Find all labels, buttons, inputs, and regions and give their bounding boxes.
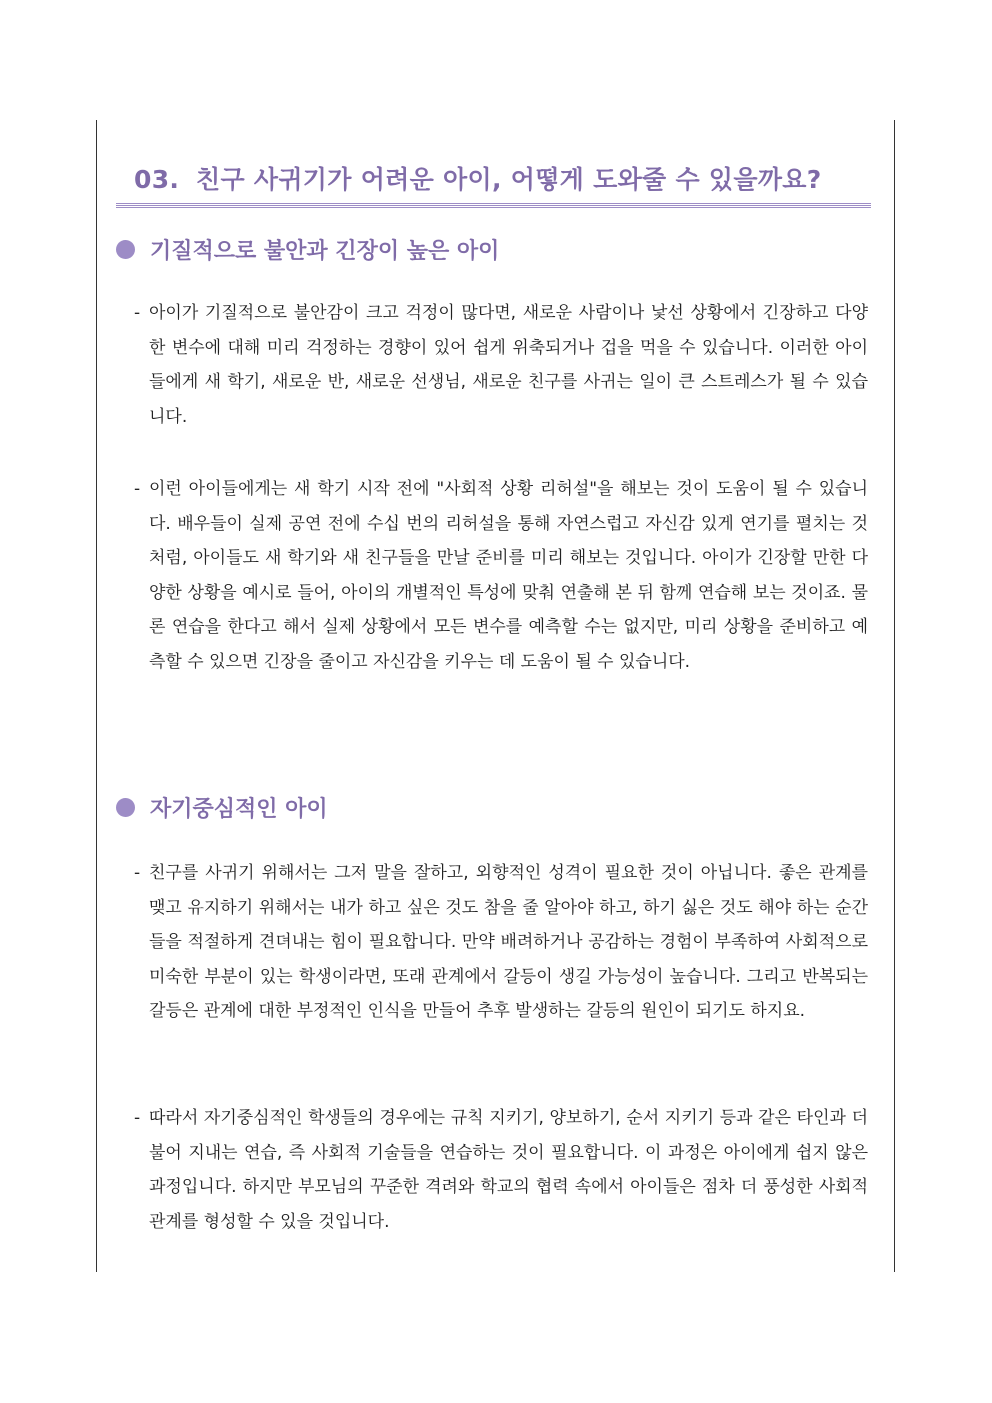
paragraph — [134, 472, 868, 680]
paragraph-text: 아이가 기질적으로 불안감이 크고 걱정이 많다면, 새로운 사람이나 낯선 상황에서 긴장하고 다양한 변수에 대해 미리 걱정하는 경향이 있어 쉽게 위축되거나 겁을 먹을 수 있습니다. 이러한 아이들에게 새 학기, 새로운 반, 새로운 선생님, 새로운 친구를 사귀는 일이 큰 스트레스가 될 수 있습니다. — [149, 303, 868, 427]
paragraph — [134, 1101, 868, 1239]
section-heading-text: 기질적으로 불안과 긴장이 높은 아이 — [150, 238, 500, 264]
dash-marker: - — [134, 1108, 141, 1128]
title-text: 친구 사귀기가 어려운 아이, 어떻게 도와줄 수 있을까요? — [196, 165, 822, 194]
title-number: 03. — [134, 165, 180, 194]
paragraph-text: 이런 아이들에게는 새 학기 시작 전에 "사회적 상황 리허설"을 해보는 것이 도움이 될 수 있습니다. 배우들이 실제 공연 전에 수십 번의 리허설을 통해 자연스럽고 자신감 있게 연기를 펼치는 것처럼, 아이들도 새 학기와 새 친구들을 만날 준비를 미리 해보는 것입니다. 아이가 긴장할 만한 다양한 상황을 예시로 들어, 아이의 개별적인 특성에 맞춰 연출해 본 뒤 함께 연습해 보는 것이죠. 물론 연습을 한다고 해서 실제 상황에서 모든 변수를 예측할 수는 없지만, 미리 상황을 준비하고 예측할 수 있으면 긴장을 줄이고 자신감을 키우는 데 도움이 될 수 있습니다. — [149, 479, 868, 672]
section-heading-anxious — [116, 232, 499, 266]
dash-marker: - — [134, 303, 141, 323]
dash-marker: - — [134, 863, 141, 883]
paragraph-text: 친구를 사귀기 위해서는 그저 말을 잘하고, 외향적인 성격이 필요한 것이 아닙니다. 좋은 관계를 맺고 유지하기 위해서는 내가 하고 싶은 것도 참을 줄 알아야 하고, 하기 싫은 것도 해야 하는 순간들을 적절하게 견뎌내는 힘이 필요합니다. 만약 배려하거나 공감하는 경험이 부족하여 사회적으로 미숙한 부분이 있는 학생이라면, 또래 관계에서 갈등이 생길 가능성이 높습니다. 그리고 반복되는 갈등은 관계에 대한 부정적인 인식을 만들어 추후 발생하는 갈등의 원인이 되기도 하지요. — [149, 863, 868, 1022]
paragraph — [134, 296, 868, 434]
bullet-circle-icon — [116, 798, 135, 817]
page-title — [134, 160, 874, 200]
page-border-left — [96, 120, 97, 1272]
bullet-circle-icon — [116, 240, 135, 259]
dash-marker: - — [134, 479, 141, 499]
section-heading-text: 자기중심적인 아이 — [150, 796, 328, 822]
paragraph — [134, 856, 868, 1029]
title-underline — [116, 203, 871, 209]
section-heading-self-centered — [116, 790, 328, 824]
paragraph-text: 따라서 자기중심적인 학생들의 경우에는 규칙 지키기, 양보하기, 순서 지키기 등과 같은 타인과 더불어 지내는 연습, 즉 사회적 기술들을 연습하는 것이 필요합니다. 이 과정은 아이에게 쉽지 않은 과정입니다. 하지만 부모님의 꾸준한 격려와 학교의 협력 속에서 아이들은 점차 더 풍성한 사회적 관계를 형성할 수 있을 것입니다. — [149, 1108, 868, 1232]
page-border-right — [894, 120, 895, 1272]
